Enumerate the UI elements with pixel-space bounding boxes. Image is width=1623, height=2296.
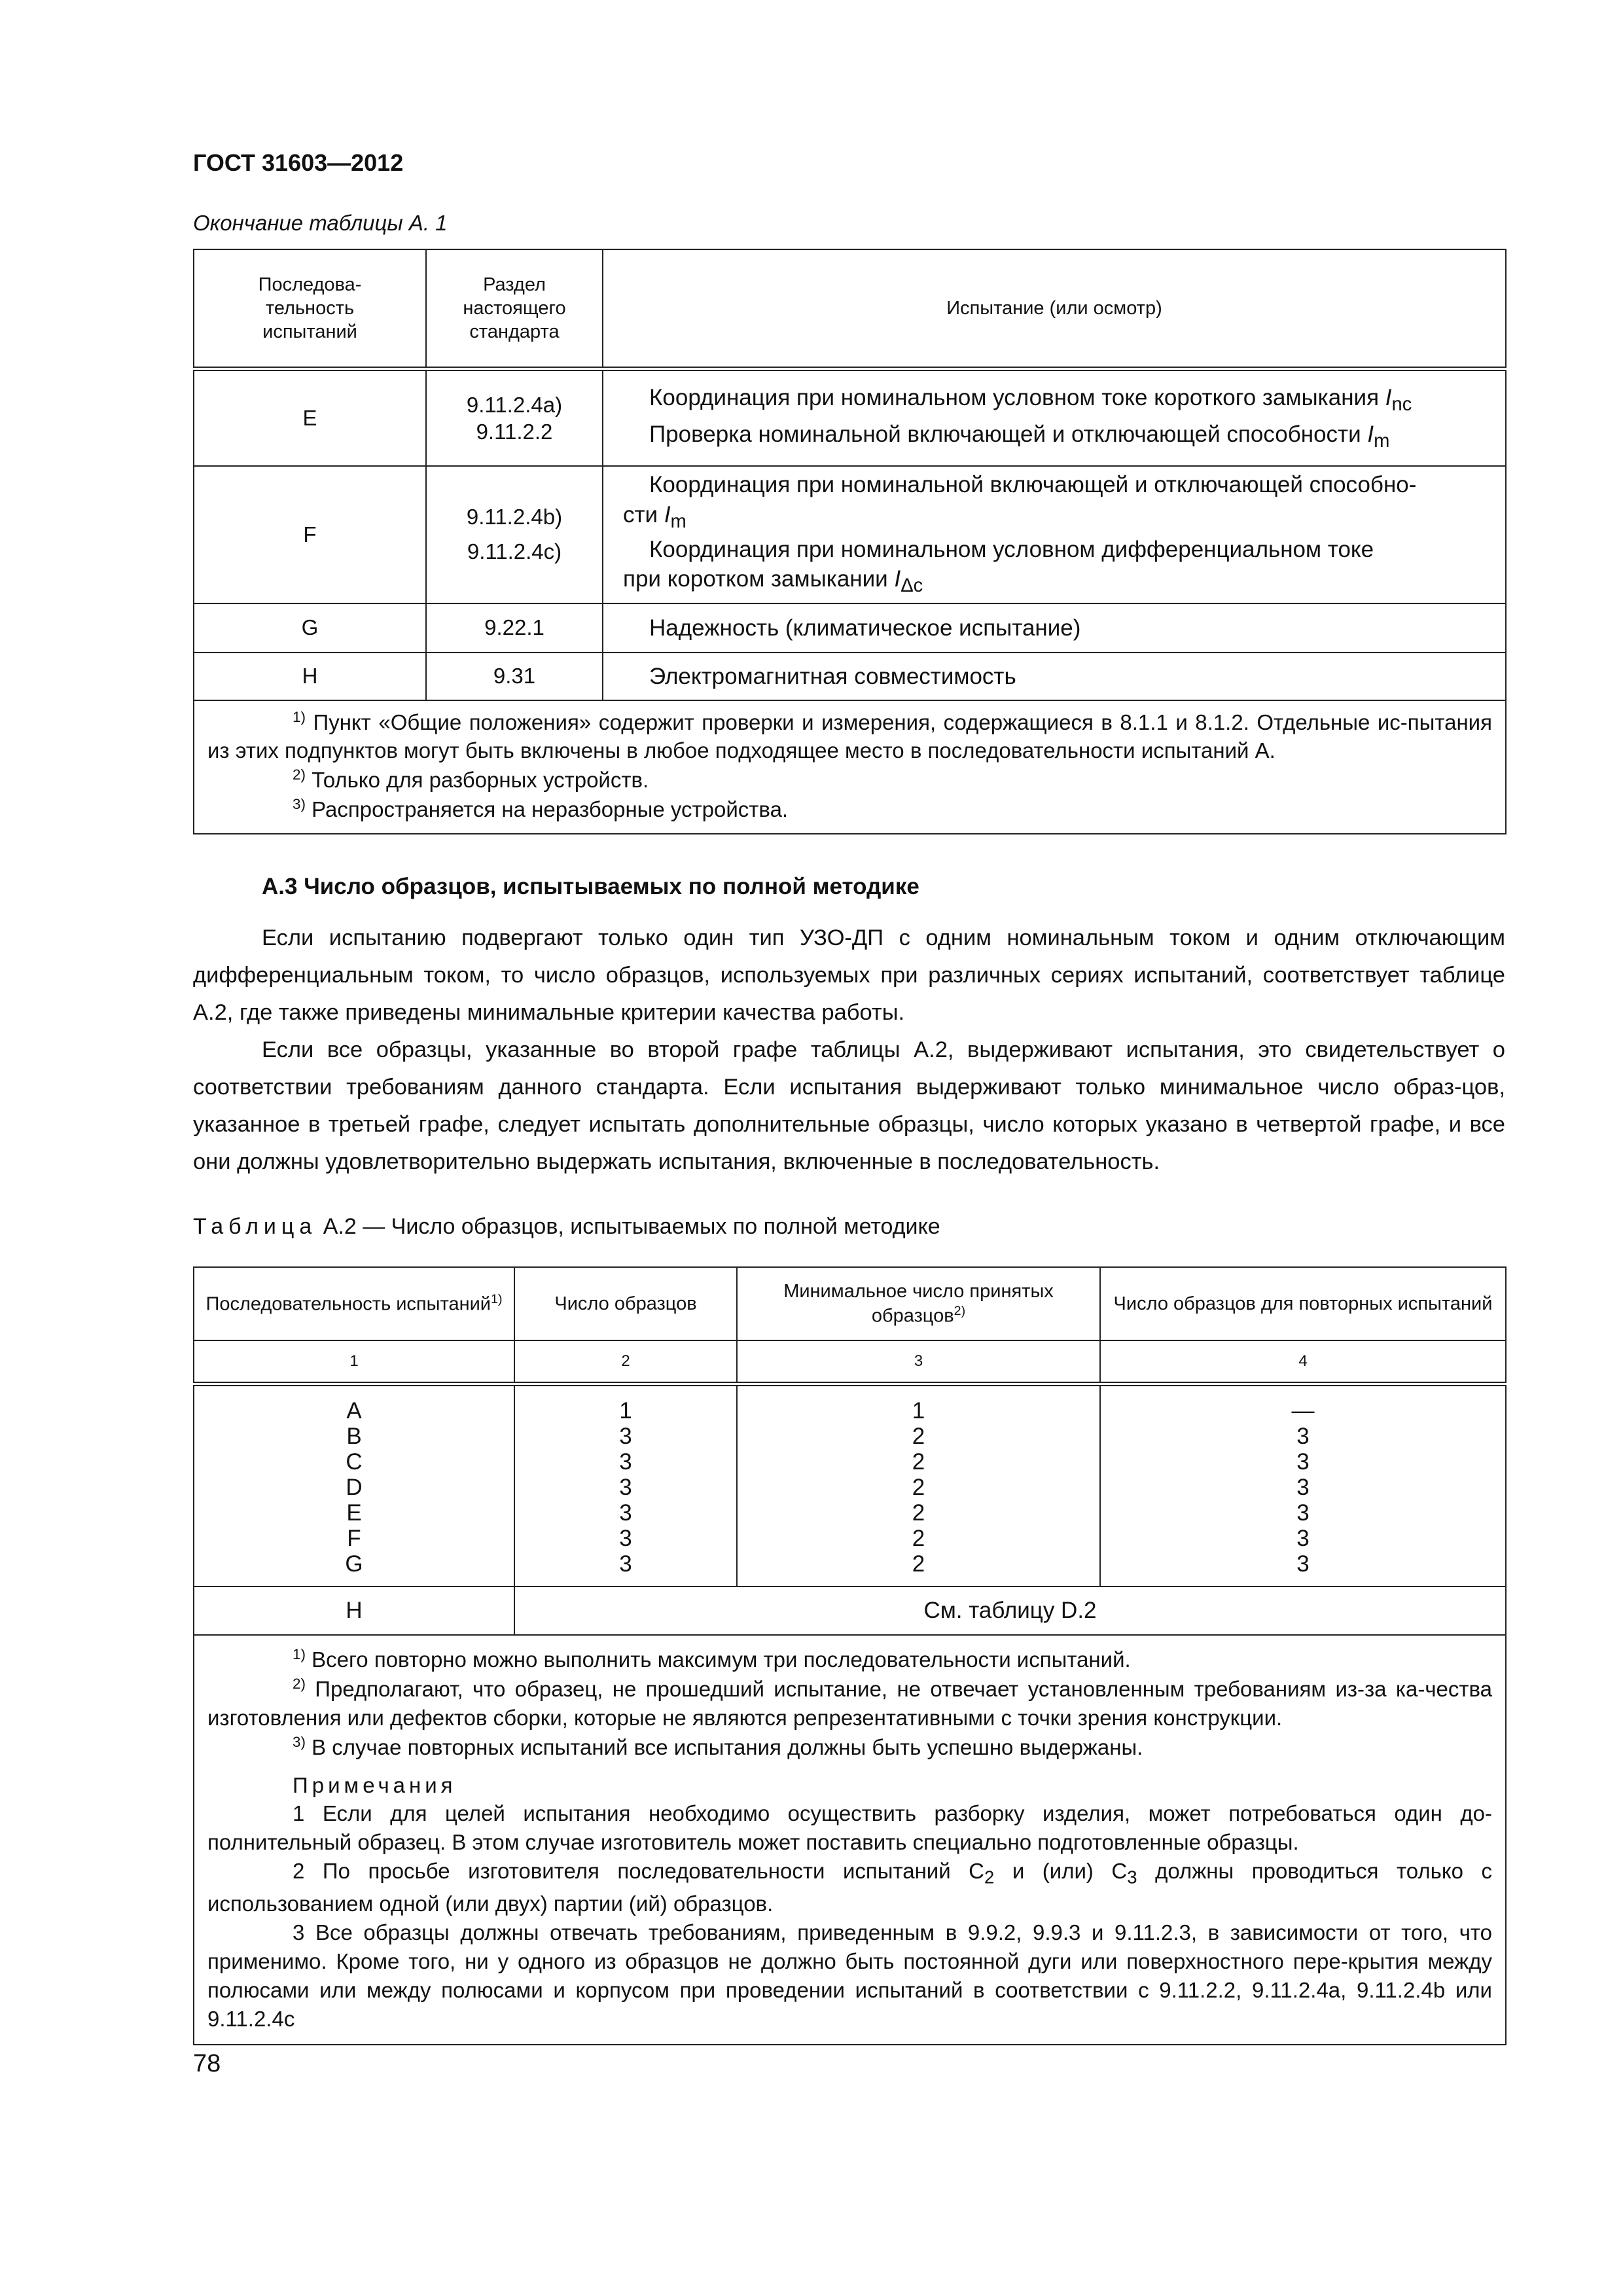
- table-a1: [193, 249, 1507, 834]
- header-retest: Число образцов для повторных испытаний: [1100, 1267, 1506, 1340]
- column-number: 3: [737, 1340, 1100, 1384]
- section-cell: 9.22.1: [426, 603, 603, 653]
- footnote: $^{2)}$ Предполагают, что образец, не прошедший испытание, не отвечает установленным требованиям из-за ка-чества изготовления или дефектов сборки, которые не являются репрезентативными с точки зрения конструкции.: [207, 1675, 1492, 1730]
- see-table-cell: См. таблицу D.2: [514, 1587, 1506, 1635]
- table2-footnotes: [194, 1635, 1506, 2045]
- notes-title: Примечания: [293, 1772, 457, 1797]
- footnotes-row: [194, 700, 1506, 834]
- paragraph: Если испытанию подвергают только один тип УЗО-ДП с одним номинальным током и одним отключающим дифференциальным током, то число образцов, используемых при различных сериях испытаний, соответствует таблице А.2, где также приведены минимальные критерии качества работы.: [193, 925, 1505, 1025]
- table-header-row: [194, 1267, 1506, 1340]
- section-cell: 9.11.2.4b) 9.11.2.4c): [426, 466, 603, 603]
- sequence-column: A B C D E F G: [194, 1384, 514, 1587]
- paragraph: Если все образцы, указанные во второй графе таблицы А.2, выдерживают испытания, это свидетельствует о соответствии требованиям данного стандарта. Если испытания выдерживают только минимальное число образ-цов, указанное в третьей графе, следует испытать дополнительные образцы, число которых указано в четвертой графе, и все они должны удовлетворительно выдержать испытания, включенные в последовательность.: [193, 1037, 1505, 1174]
- table-row: [194, 1384, 1506, 1587]
- header-sequence: Последова- тельность испытаний: [194, 249, 426, 369]
- page-number: 78: [193, 2050, 221, 2077]
- footnote: $^{1)}$ Пункт «Общие положения» содержит проверки и измерения, содержащиеся в 8.1.1 и 8.1.2. Отдельные ис-пытания из этих подпунктов могут быть включены в любое подходящее место в последовательности испытаний А.: [207, 708, 1492, 763]
- column-numbers-row: [194, 1340, 1506, 1384]
- column-number: 4: [1100, 1340, 1506, 1384]
- column-number: 2: [514, 1340, 737, 1384]
- test-cell: Электромагнитная совместимость: [603, 653, 1506, 700]
- seq-cell: H: [194, 653, 426, 700]
- note: 1 Если для целей испытания необходимо осуществить разборку изделия, может потребоваться один до-полнительный образец. В этом случае изготовитель может поставить специально подготовленные образцы.: [207, 1801, 1492, 1855]
- footnote: $^{1)}$ Всего повторно можно выполнить максимум три последовательности испытаний.: [293, 1646, 1131, 1672]
- document-header: ГОСТ 31603—2012: [193, 149, 404, 176]
- seq-cell: G: [194, 603, 426, 653]
- table-header-row: [194, 249, 1506, 369]
- header-test: Испытание (или осмотр): [603, 249, 1506, 369]
- table-row: [194, 1587, 1506, 1635]
- sequence-cell: H: [194, 1587, 514, 1635]
- note: 3 Все образцы должны отвечать требованиям, приведенным в 9.9.2, 9.9.3 и 9.11.2.3, в зависимости от того, что применимо. Кроме того, ни у одного из образцов не должно быть постоянной дуги или поверхностного пере-крытия между полюсами или между полюсами и корпусом при проведении испытаний в соответствии с 9.11.2.2, 9.11.2.4а, 9.11.2.4b или 9.11.2.4c: [207, 1920, 1492, 2031]
- retest-column: — 3 3 3 3 3 3: [1100, 1384, 1506, 1587]
- table-row: [194, 369, 1506, 466]
- header-samples: Число образцов: [514, 1267, 737, 1340]
- header-section: Раздел настоящего стандарта: [426, 249, 603, 369]
- test-cell: Координация при номинальном условном токе короткого замыкания $I_{nc}$ Проверка номинальной включающей и отключающей способности $I_m$: [603, 369, 1506, 466]
- table-row: [194, 466, 1506, 603]
- header-sequence: Последовательность испытаний$^{1)}$: [194, 1267, 514, 1340]
- note: 2 По просьбе изготовителя последовательности испытаний $С_2$ и (или) $С_3$ должны проводиться только с использованием одной (или двух) партии (ий) образцов.: [207, 1859, 1492, 1916]
- table-row: [194, 653, 1506, 700]
- table1-footnotes: [194, 700, 1506, 834]
- seq-cell: E: [194, 369, 426, 466]
- table-a2: [193, 1266, 1507, 2045]
- footnote: $^{3)}$ Распространяется на неразборные устройства.: [293, 796, 789, 822]
- min-accepted-column: 1 2 2 2 2 2 2: [737, 1384, 1100, 1587]
- seq-cell: F: [194, 466, 426, 603]
- footnote: $^{2)}$ Только для разборных устройств.: [293, 766, 649, 793]
- section-cell: 9.11.2.4a) 9.11.2.2: [426, 369, 603, 466]
- footnote: $^{3)}$ В случае повторных испытаний все испытания должны быть успешно выдержаны.: [293, 1733, 1143, 1759]
- test-cell: Координация при номинальной включающей и отключающей способно- сти $I_m$ Координация при номинальном условном дифференциальном токе при коротком замыкании $I_{\Delta c}$: [603, 466, 1506, 603]
- table2-caption: Таблица А.2 — Число образцов, испытываемых по полной методике: [193, 1214, 940, 1239]
- test-cell: Надежность (климатическое испытание): [603, 603, 1506, 653]
- table-row: [194, 603, 1506, 653]
- section-heading: А.3 Число образцов, испытываемых по полной методике: [262, 874, 919, 899]
- samples-column: 1 3 3 3 3 3 3: [514, 1384, 737, 1587]
- table1-caption: Окончание таблицы А. 1: [193, 211, 448, 235]
- footnotes-row: [194, 1635, 1506, 2045]
- column-number: 1: [194, 1340, 514, 1384]
- section-cell: 9.31: [426, 653, 603, 700]
- header-min-accepted: Минимальное число принятых образцов$^{2)}$: [737, 1267, 1100, 1340]
